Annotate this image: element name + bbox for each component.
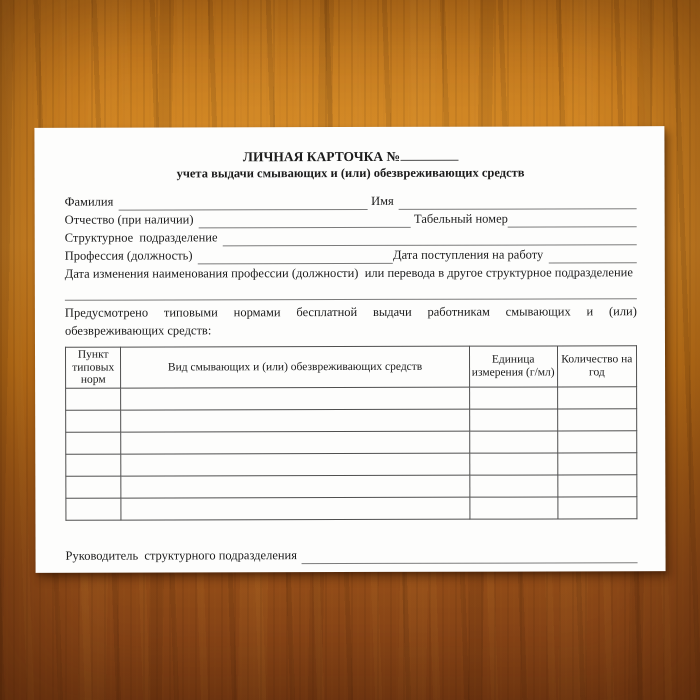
personal-card-form <box>34 126 665 573</box>
firstname-blank-line <box>399 194 637 210</box>
card-number-blank-line <box>400 147 458 161</box>
table-cell <box>469 386 557 408</box>
table-cell <box>557 496 636 518</box>
header-cell-norm-item: Пункт типовых норм <box>65 347 120 388</box>
table-cell <box>557 430 636 452</box>
table-cell <box>121 475 469 498</box>
employment-date-blank-line <box>548 248 636 263</box>
patronymic-label: Отчество (при наличии) <box>64 212 194 227</box>
form-subtitle: учета выдачи смывающих и (или) обезвреживающих средств <box>176 165 525 181</box>
field-row-continuation <box>65 281 637 300</box>
personnel-number-blank-line <box>508 212 637 227</box>
header-cell-agent-type: Вид смывающих и (или) обезвреживающих средств <box>121 346 469 387</box>
field-row-department <box>65 227 637 246</box>
signature-blank-line <box>302 548 638 564</box>
table-row <box>66 430 637 453</box>
signature-row <box>66 545 638 564</box>
personnel-number-label: Табельный номер <box>413 211 508 226</box>
table-cell <box>66 476 121 498</box>
table-cell <box>66 432 121 454</box>
employment-date-label: Дата поступления на работу <box>393 247 544 262</box>
table-cell <box>557 386 636 408</box>
table-row <box>66 496 637 519</box>
field-row-profession-date <box>65 245 637 264</box>
table-cell <box>66 410 121 432</box>
table-cell <box>121 431 469 454</box>
table-row <box>66 386 637 409</box>
norms-table-body <box>66 386 637 519</box>
surname-label: Фамилия <box>64 194 114 209</box>
form-title-row <box>64 146 636 165</box>
profession-blank-line <box>198 249 394 265</box>
table-cell <box>121 497 469 520</box>
norms-table-header <box>65 346 636 388</box>
intro-paragraph: Предусмотрено типовыми нормами бесплатной выдачи работникам смывающих и (или) обезвреживающих средств: <box>64 304 637 338</box>
table-cell <box>557 452 636 474</box>
profession-label: Профессия (должность) <box>64 248 193 263</box>
table-cell <box>469 408 557 430</box>
table-row <box>66 474 637 497</box>
continuation-blank-line <box>65 281 637 300</box>
change-note-label: Дата изменения наименования профессии (должности) или перевода в другое структурное подразделение <box>64 265 633 281</box>
surname-blank-line <box>118 195 368 211</box>
table-cell <box>66 388 121 410</box>
table-row <box>66 452 637 475</box>
table-cell <box>121 387 469 410</box>
personal-data-fields <box>65 191 637 300</box>
signature-label: Руководитель структурного подразделения <box>65 547 298 563</box>
header-row <box>65 346 636 388</box>
table-cell <box>470 474 558 496</box>
field-row-change-note <box>65 263 637 282</box>
firstname-label: Имя <box>371 193 394 208</box>
patronymic-blank-line <box>199 213 412 229</box>
form-header <box>64 146 636 181</box>
norms-table <box>65 345 637 520</box>
table-cell <box>469 430 557 452</box>
header-cell-unit: Единица измерения (г/мл) <box>469 346 557 387</box>
table-cell <box>121 409 469 432</box>
department-blank-line <box>222 230 636 246</box>
department-label: Структурное подразделение <box>64 230 218 245</box>
table-row <box>66 408 637 431</box>
table-cell <box>557 474 636 496</box>
table-cell <box>121 453 469 476</box>
table-cell <box>469 452 557 474</box>
table-cell <box>470 496 558 518</box>
form-title: ЛИЧНАЯ КАРТОЧКА № <box>242 148 401 165</box>
header-cell-quantity: Количество на год <box>557 346 636 387</box>
field-row-surname-name <box>65 191 637 210</box>
field-row-patronymic-number <box>65 209 637 228</box>
table-cell <box>66 454 121 476</box>
table-cell <box>66 498 121 520</box>
table-cell <box>557 408 636 430</box>
